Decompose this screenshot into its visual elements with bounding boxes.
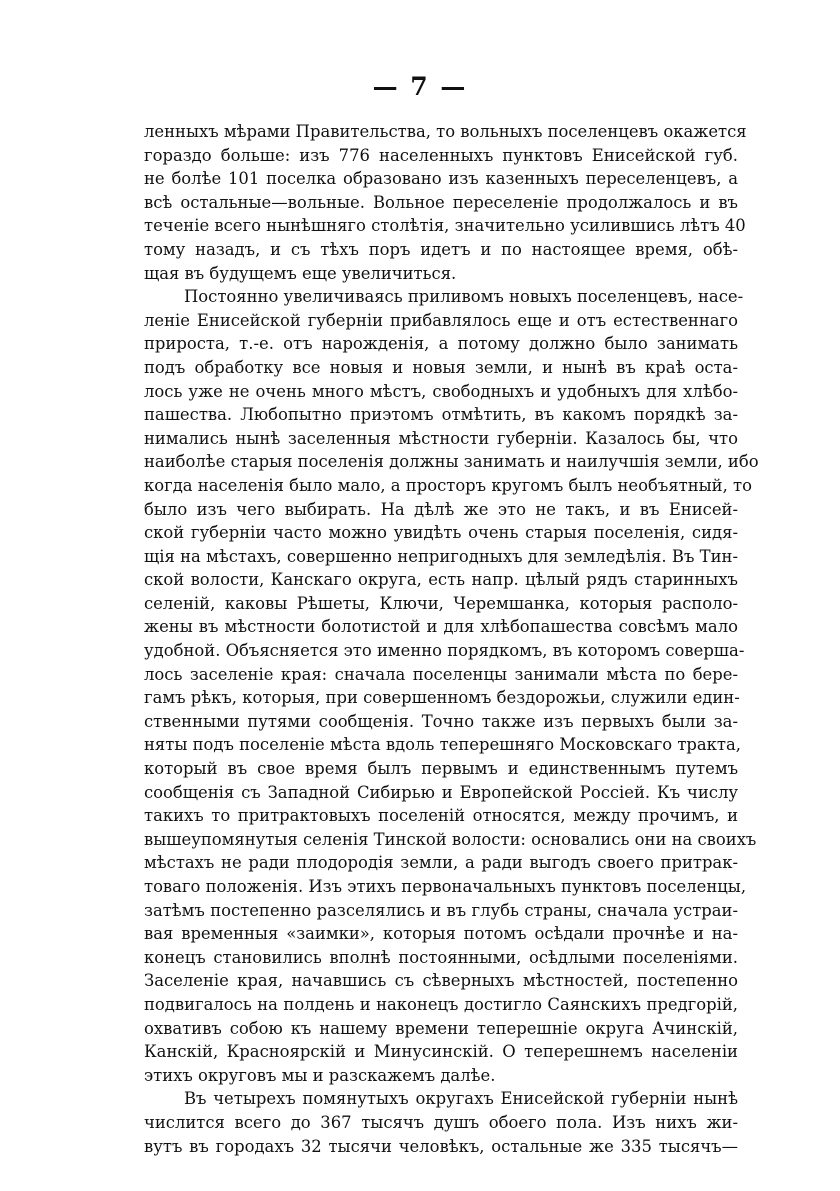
text-line: затѣмъ постепенно разселялись и въ глубь страны, сначала устраи- xyxy=(144,900,738,920)
text-line: ской волости, Канскаго округа, есть напр. цѣлый рядъ старинныхъ xyxy=(144,570,738,590)
text-line: тому назадъ, и съ тѣхъ поръ идетъ и по настоящее время, обѣ- xyxy=(144,239,738,259)
text-line: прироста, т.-е. отъ нарожденія, а потому должно было занимать xyxy=(144,334,738,354)
text-line: Заселеніе края, начавшись съ сѣверныхъ мѣстностей, постепенно xyxy=(144,971,738,991)
text-line: щія на мѣстахъ, совершенно непригодныхъ для земледѣлія. Въ Тин- xyxy=(144,546,738,566)
text-line: ственными путями сообщенія. Точно также изъ первыхъ были за- xyxy=(144,711,738,731)
text-line: Въ четырехъ помянутыхъ округахъ Енисейской губерніи нынѣ xyxy=(184,1089,738,1109)
text-line: селеній, каковы Рѣшеты, Ключи, Черемшанка, которыя располо- xyxy=(144,593,738,613)
text-line: нимались нынѣ заселенныя мѣстности губерніи. Казалось бы, что xyxy=(144,428,738,448)
text-line: когда населенія было мало, а просторъ кругомъ былъ необъятный, то xyxy=(144,475,752,495)
text-line: вутъ въ городахъ 32 тысячи человѣкъ, остальные же 335 тысячъ— xyxy=(144,1136,738,1156)
text-line: гораздо больше: изъ 776 населенныхъ пунктовъ Енисейской губ. xyxy=(144,145,738,165)
text-line: Постоянно увеличиваясь приливомъ новыхъ поселенцевъ, насе- xyxy=(184,287,744,307)
text-line: леніе Енисейской губерніи прибавлялось еще и отъ естественнаго xyxy=(144,310,738,330)
text-line: няты подъ поселеніе мѣста вдоль теперешняго Московскаго тракта, xyxy=(144,735,741,755)
text-line: числится всего до 367 тысячъ душъ обоего пола. Изъ нихъ жи- xyxy=(144,1112,738,1132)
text-line: ской губерніи часто можно увидѣть очень старыя поселенія, сидя- xyxy=(144,523,738,543)
text-line: щая въ будущемъ еще увеличиться. xyxy=(144,263,457,283)
text-line: жены въ мѣстности болотистой и для хлѣбопашества совсѣмъ мало xyxy=(144,617,738,637)
text-line: теченіе всего нынѣшняго столѣтія, значительно усилившись лѣтъ 40 xyxy=(144,216,746,236)
text-line: не болѣе 101 поселка образовано изъ казенныхъ переселенцевъ, а xyxy=(144,169,738,189)
text-line: наиболѣе старыя поселенія должны занимать и наилучшія земли, ибо xyxy=(144,452,759,472)
text-line: гамъ рѣкъ, которыя, при совершенномъ бездорожьи, служили един- xyxy=(144,688,740,708)
text-line: всѣ остальные—вольные. Вольное переселеніе продолжалось и въ xyxy=(144,192,738,212)
text-line: лось заселеніе края: сначала поселенцы занимали мѣста по бере- xyxy=(144,664,738,684)
text-line: Канскій, Красноярскій и Минусинскій. О теперешнемъ населеніи xyxy=(144,1042,738,1062)
text-line: вая временныя «заимки», которыя потомъ осѣдали прочнѣе и на- xyxy=(144,924,738,944)
text-line: сообщенія съ Западной Сибирью и Европейской Россіей. Къ числу xyxy=(144,782,738,802)
text-line: ленныхъ мѣрами Правительства, то вольныхъ поселенцевъ окажется xyxy=(144,122,747,141)
text-line: охвативъ собою къ нашему времени теперешніе округа Ачинскій, xyxy=(144,1018,738,1038)
text-line: мѣстахъ не ради плодородія земли, а ради выгодъ своего притрак- xyxy=(144,853,738,873)
text-line: подвигалось на полдень и наконецъ достигло Саянскихъ предгорій, xyxy=(144,994,738,1014)
text-line: лось уже не очень много мѣстъ, свободныхъ и удобныхъ для хлѣбо- xyxy=(144,381,738,401)
text-line: удобной. Объясняется это именно порядкомъ, въ которомъ соверша- xyxy=(144,641,745,661)
body-text xyxy=(144,120,759,1158)
text-line: который въ свое время былъ первымъ и единственнымъ путемъ xyxy=(144,759,738,779)
text-line: этихъ округовъ мы и разскажемъ далѣе. xyxy=(144,1065,496,1085)
text-line: пашества. Любопытно приэтомъ отмѣтить, въ какомъ порядкѣ за- xyxy=(144,405,738,425)
text-line: подъ обработку все новыя и новыя земли, и нынѣ въ краѣ оста- xyxy=(144,357,738,377)
text-line: такихъ то притрактовыхъ поселеній относятся, между прочимъ, и xyxy=(144,806,738,826)
text-line: вышеупомянутыя селенія Тинской волости: основались они на своихъ xyxy=(144,829,757,849)
text-line: товаго положенія. Изъ этихъ первоначальныхъ пунктовъ поселенцы, xyxy=(144,877,747,896)
text-line: конецъ становились вполнѣ постоянными, осѣдлыми поселеніями. xyxy=(144,947,738,967)
page-number: — 7 — xyxy=(372,72,468,101)
text-line: было изъ чего выбирать. На дѣлѣ же это не такъ, и въ Енисей- xyxy=(144,499,738,519)
